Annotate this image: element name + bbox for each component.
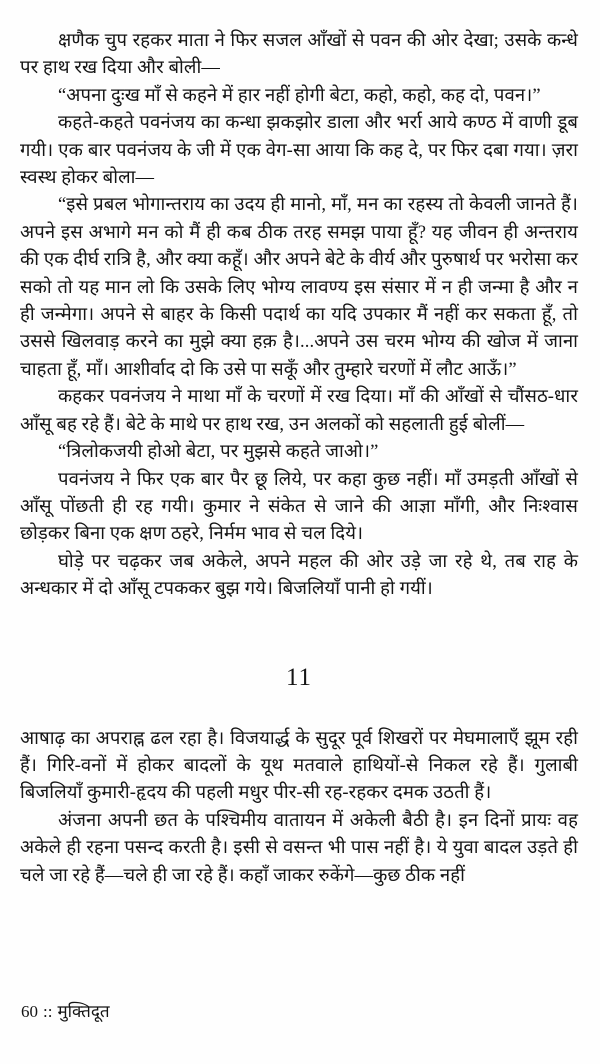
paragraph-7: पवनंजय ने फिर एक बार पैर छू लिये, पर कहा कुछ नहीं। माँ उमड़ती आँखों से आँसू पोंछती ही रह गयी। कुमार ने संकेत से जाने की आज्ञा माँगी, और निःश्वास छोड़कर बिना एक क्षण ठहरे, निर्मम भाव से चल दिये। xyxy=(20,469,578,545)
chapter-number-heading: 11 xyxy=(285,663,313,691)
paragraph-5: कहकर पवनंजय ने माथा माँ के चरणों में रख दिया। माँ की आँखों से चौंसठ-धार आँसू बह रहे हैं। बेटे के माथे पर हाथ रख, उन अलकों को सहलाती हुई बोलीं— xyxy=(20,387,578,435)
paragraph-3: कहते-कहते पवनंजय का कन्धा झकझोर डाला और भर्रा आये कण्ठ में वाणी डूब गयी। एक बार पवनंजय के जी में एक वेग-सा आया कि कह दे, पर फिर दबा गया। ज़रा स्वस्थ होकर बोला— xyxy=(20,113,578,189)
footer-separator: :: xyxy=(43,1002,53,1021)
paragraph-4-dialogue: “इसे प्रबल भोगान्तराय का उदय ही मानो, माँ, मन का रहस्य तो केवली जानते हैं। अपने इस अभागे मन को मैं ही कब ठीक तरह समझ पाया हूँ? यह जीवन ही अन्तराय की एक दीर्घ रात्रि है, और क्या कहूँ। और अपने बेटे के वीर्य और पुरुषार्थ पर भरोसा कर सको तो यह मान लो कि उसके लिए भोग्य लावण्य इस संसार में न ही जन्मा है और न ही जन्मेगा। अपने से बाहर के किसी पदार्थ का यदि उपकार मैं नहीं कर सकता हूँ, तो उससे खिलवाड़ करने का मुझे क्या हक़ है।...अपने उस चरम भोग्य की खोज में जाना चाहता हूँ, माँ। आशीर्वाद दो कि उसे पा सकूँ और तुम्हारे चरणों में लौट आऊँ।” xyxy=(20,195,578,380)
paragraph-8: घोड़े पर चढ़कर जब अकेले, अपने महल की ओर उड़े जा रहे थे, तब राह के अन्धकार में दो आँसू टपककर बुझ गये। बिजलियाँ पानी हो गयीं। xyxy=(20,551,578,600)
paragraph-6-dialogue: “त्रिलोकजयी होओ बेटा, पर मुझसे कहते जाओ।” xyxy=(58,442,379,463)
page-footer xyxy=(21,1002,110,1022)
page-text-block xyxy=(20,28,578,890)
footer-book-title: मुक्तिदूत xyxy=(57,1002,110,1021)
paragraph-10: अंजना अपनी छत के पश्चिमीय वातायन में अकेली बैठी है। इन दिनों प्रायः वह अकेले ही रहना पसन्द करती है। इसी से वसन्त भी पास नहीं है। ये युवा बादल उड़ते ही चले जा रहे हैं—चले ही जा रहे हैं। कहाँ जाकर रुकेंगे—कुछ ठीक नहीं xyxy=(20,810,578,886)
footer-page-number: 60 xyxy=(21,1002,38,1021)
paragraph-2-dialogue: “अपना दुःख माँ से कहने में हार नहीं होगी बेटा, कहो, कहो, कह दो, पवन।” xyxy=(58,85,541,106)
paragraph-9: आषाढ़ का अपराह्न ढल रहा है। विजयार्द्ध के सुदूर पूर्व शिखरों पर मेघमालाएँ झूम रही हैं। गिरि-वनों में होकर बादलों के यूथ मतवाले हाथियों-से निकल रहे हैं। गुलाबी बिजलियाँ कुमारी-हृदय की पहली मधुर पीर-सी रह-रहकर दमक उठती हैं। xyxy=(20,728,578,804)
paragraph-1: क्षणैक चुप रहकर माता ने फिर सजल आँखों से पवन की ओर देखा; उसके कन्धे पर हाथ रख दिया और बोली— xyxy=(20,31,578,79)
